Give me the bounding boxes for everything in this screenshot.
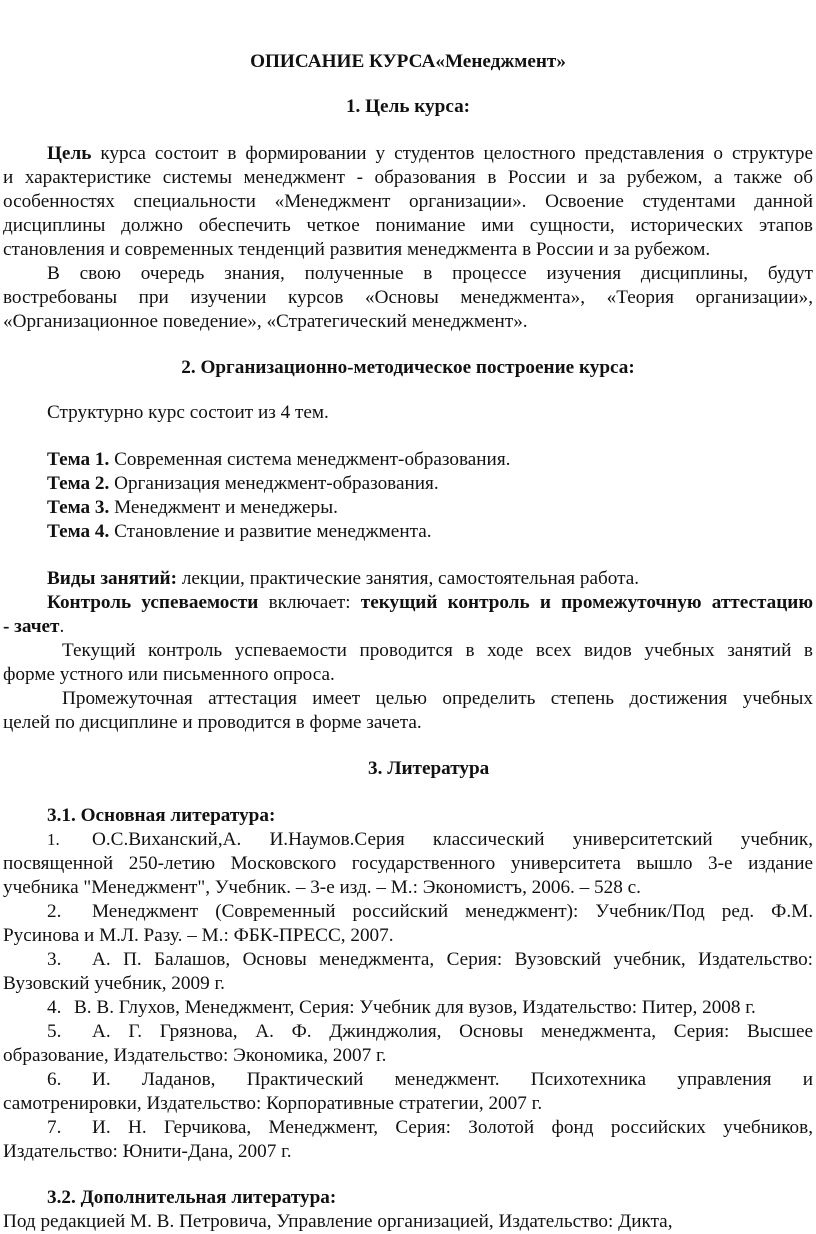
ref-1-number: 1. [47,830,60,849]
structure-text: Структурно курс состоит из 4 тем. [47,402,329,423]
goal-text-line-5: становления и современных тенденций развития менеджмента в России и за рубежом. [3,239,711,260]
topic-4-text: Становление и развитие менеджмента. [114,521,432,542]
topic-4 [47,520,816,544]
control-line [47,591,813,615]
ref-5-line-1: А. Г. Грязнова, А. Ф. Джинджолия, Основы менеджмента, Серия: Высшее [92,1021,813,1042]
ref-6-line-2: самотренировки, Издательство: Корпоративные стратегии, 2007 г. [3,1093,543,1114]
ref-3-line-2: Вузовский учебник, 2009 г. [3,973,225,994]
interim-line-2: целей по дисциплине и проводится в форме зачета. [3,712,422,733]
topic-2-label: Тема 2. [47,473,110,494]
additional-literature-line: Под редакцией М. В. Петровича, Управление организацией, Издательство: Дикта, [3,1211,673,1232]
topic-3-label: Тема 3. [47,497,110,518]
ref-4-line-1: В. В. Глухов, Менеджмент, Серия: Учебник для вузов, Издательство: Питер, 2008 г. [74,997,756,1018]
control-bold: текущий контроль и промежуточную аттестацию [360,592,814,613]
topic-2-text: Организация менеджмент-образования. [114,473,439,494]
ref-1-line-3: учебника "Менеджмент", Учебник. – 3-е изд. – М.: Экономистъ, 2006. – 528 с. [3,877,641,898]
topic-1-label: Тема 1. [47,449,110,470]
topic-3-text: Менеджмент и менеджеры. [114,497,338,518]
interim-line-1: Промежуточная аттестация имеет целью определить степень достижения учебных [62,688,813,709]
control-mid: включает: [268,592,351,613]
ref-7-number: 7. [47,1117,62,1138]
control-label: Контроль успеваемости [47,592,259,613]
current-control-line-1: Текущий контроль успеваемости проводится в ходе всех видов учебных занятий в [62,640,813,661]
section-3-heading: 3. Литература [368,758,490,779]
ref-3-line-1: А. П. Балашов, Основы менеджмента, Серия: Вузовский учебник, Издательство: [92,949,813,970]
ref-6-line-1: И. Ладанов, Практический менеджмент. Психотехника управления и [92,1069,813,1090]
ref-1-line-1: О.С.Виханский,А. И.Наумов.Серия классический университетский учебник, [92,829,813,850]
main-literature-heading: 3.1. Основная литература: [47,805,276,826]
section-2-heading: 2. Организационно-методическое построение курса: [181,357,635,378]
ref-1-line-2: посвященной 250-летию Московского государственного университета вышло 3-е издание [3,853,813,874]
ref-7-line-2: Издательство: Юнити-Дана, 2007 г. [3,1141,292,1162]
control-end-line [3,615,816,639]
topic-1 [47,448,816,472]
ref-3-number: 3. [47,949,62,970]
ref-2-number: 2. [47,901,62,922]
classes-label: Виды занятий: [47,568,178,589]
goal-text-line-4: дисциплины должно обеспечить четкое понимание ими сущности, исторических этапов [3,215,813,236]
goal-paragraph-first-line [47,142,813,166]
goal-text-line-3: особенностях специальности «Менеджмент организации». Освоение студентами данной [3,191,813,212]
ref-4-number: 4. [47,997,62,1018]
document-title: ОПИСАНИЕ КУРСА«Менеджмент» [250,51,566,72]
usage-text-line-3: «Организационное поведение», «Стратегический менеджмент». [3,311,528,332]
usage-text-line-2: востребованы при изучении курсов «Основы менеджмента», «Теория организации», [3,287,813,308]
topic-1-text: Современная система менеджмент-образования. [114,449,511,470]
ref-7-line-1: И. Н. Герчикова, Менеджмент, Серия: Золотой фонд российских учебников, [92,1117,813,1138]
ref-5-number: 5. [47,1021,62,1042]
topic-3 [47,496,816,520]
ref-5-line-2: образование, Издательство: Экономика, 2007 г. [3,1045,387,1066]
goal-text-line-1: курса состоит в формировании у студентов целостного представления о структуре [100,143,814,164]
goal-label: Цель [47,143,92,164]
topic-2 [47,472,816,496]
current-control-line-2: форме устного или письменного опроса. [3,664,335,685]
topic-4-label: Тема 4. [47,521,110,542]
classes-line [47,567,816,591]
classes-text: лекции, практические занятия, самостоятельная работа. [181,568,640,589]
control-end-bold: - зачет [3,616,60,637]
control-end: . [59,616,65,637]
ref-2-line-1: Менеджмент (Современный российский менеджмент): Учебник/Под ред. Ф.М. [92,901,813,922]
usage-text-line-1: В свою очередь знания, полученные в процессе изучения дисциплины, будут [47,263,813,284]
ref-6-number: 6. [47,1069,62,1090]
goal-text-line-2: и характеристике системы менеджмент - образования в России и за рубежом, а также об [3,167,813,188]
additional-literature-heading: 3.2. Дополнительная литература: [47,1187,337,1208]
ref-2-line-2: Русинова и М.Л. Разу. – М.: ФБК-ПРЕСС, 2007. [3,925,394,946]
section-1-heading: 1. Цель курса: [345,96,471,117]
